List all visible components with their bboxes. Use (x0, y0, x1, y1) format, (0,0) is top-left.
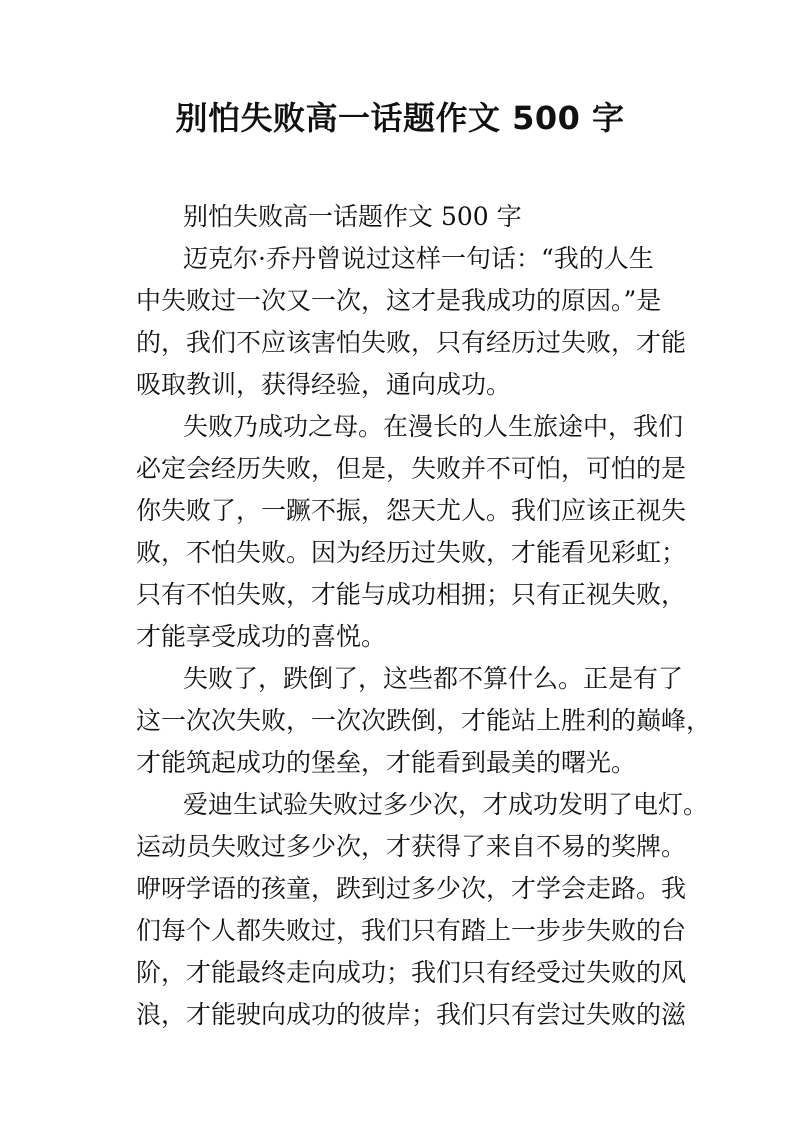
body-line: 才能享受成功的喜悦。 (136, 622, 387, 651)
document-title: 别怕失败高一话题作文 500 字 (175, 99, 625, 137)
body-line: 咿呀学语的孩童，跌到过多少次，才学会走路。我 (136, 874, 687, 903)
body-line: 迈克尔·乔丹曾说过这样一句话：“我的人生 (183, 244, 654, 273)
document-body (136, 196, 712, 1036)
body-line: 失败了，跌倒了，这些都不算什么。正是有了 (183, 664, 684, 693)
body-line: 只有不怕失败，才能与成功相拥；只有正视失败， (136, 580, 687, 609)
body-line: 爱迪生试验失败过多少次，才成功发明了电灯。 (183, 790, 709, 819)
body-line: 运动员失败过多少次，才获得了来自不易的奖牌。 (136, 832, 687, 861)
body-line: 失败乃成功之母。在漫长的人生旅途中，我们 (183, 412, 684, 441)
body-line: 的，我们不应该害怕失败，只有经历过失败，才能 (136, 328, 687, 357)
body-line: 败，不怕失败。因为经历过失败，才能看见彩虹； (136, 538, 687, 567)
body-line: 才能筑起成功的堡垒，才能看到最美的曙光。 (136, 748, 637, 777)
body-line: 阶，才能最终走向成功；我们只有经受过失败的风 (136, 958, 687, 987)
body-line: 这一次次失败，一次次跌倒，才能站上胜利的巅峰， (136, 706, 712, 735)
body-line: 中失败过一次又一次，这才是我成功的原因。”是 (136, 286, 662, 315)
body-line: 吸取教训，获得经验，通向成功。 (136, 370, 512, 399)
body-line: 们每个人都失败过，我们只有踏上一步步失败的台 (136, 916, 687, 945)
body-line: 浪，才能驶向成功的彼岸；我们只有尝过失败的滋 (136, 1000, 687, 1029)
body-line: 必定会经历失败，但是，失败并不可怕，可怕的是 (136, 454, 687, 483)
body-line: 你失败了，一蹶不振，怨天尤人。我们应该正视失 (136, 496, 687, 525)
body-line: 别怕失败高一话题作文 500 字 (183, 202, 522, 231)
